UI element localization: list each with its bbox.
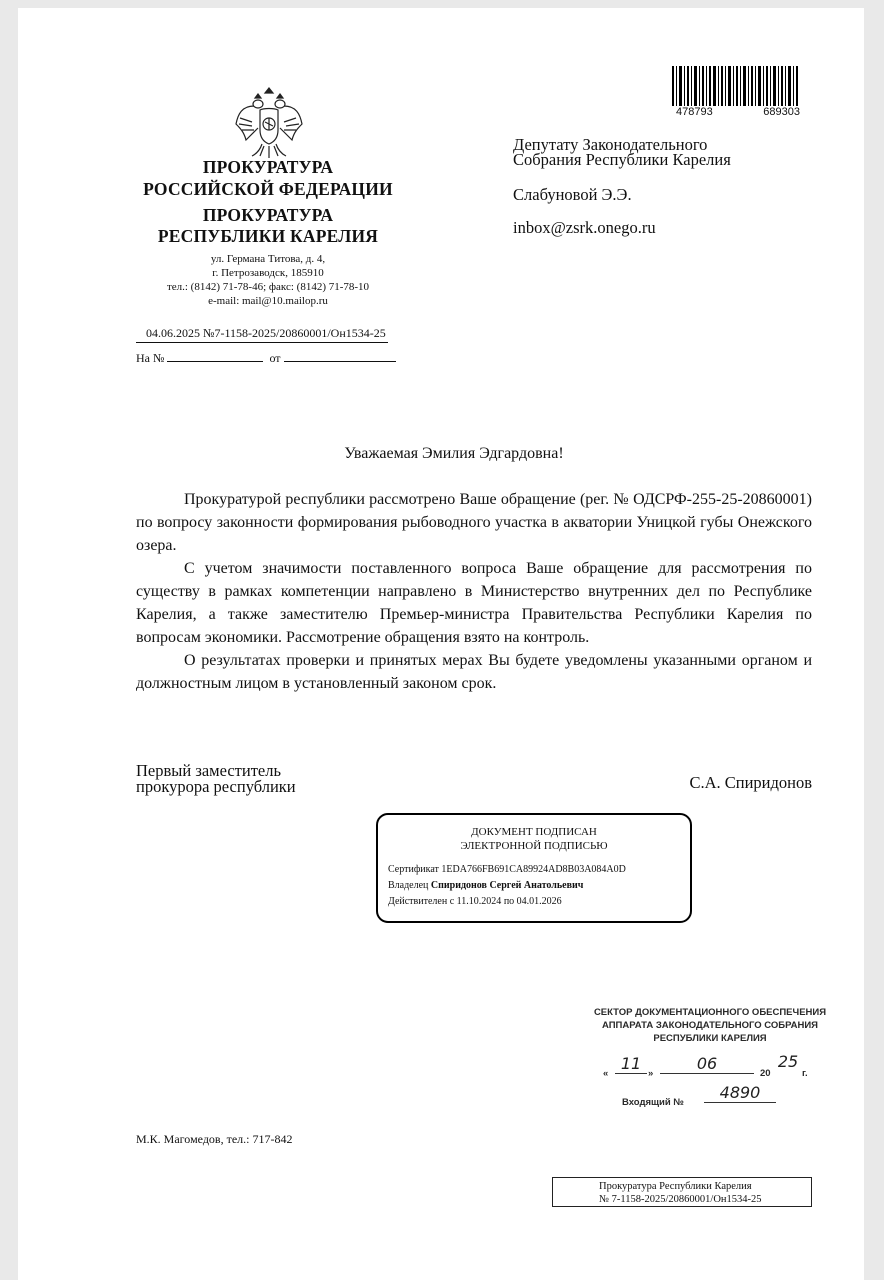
coat-of-arms-icon <box>234 84 304 160</box>
validity-from-label: с <box>449 896 455 907</box>
barcode-numbers <box>676 106 800 118</box>
validity-to-label: по <box>503 896 515 907</box>
reply-na-label: На № <box>136 351 165 365</box>
sender-org-line4: РЕСПУБЛИКИ КАРЕЛИЯ <box>157 226 379 246</box>
sender-email: e-mail: mail@10.mailop.ru <box>208 295 328 307</box>
signer-title-line1: Первый заместитель <box>136 761 281 780</box>
recipient-line1: Депутату Законодательного <box>513 135 708 154</box>
incoming-day: 11 <box>615 1054 647 1074</box>
recipient-email: inbox@zsrk.onego.ru <box>513 218 656 237</box>
body-paragraph: Прокуратурой республики рассмотрено Ваше обращение (рег. № ОДСРФ-255-25-20860001) по вопросу законности формирования рыбоводного участка в акватории Уницкой губы Онежского озера. <box>136 491 812 554</box>
reply-reference <box>136 351 396 366</box>
incoming-stamp-line3: РЕСПУБЛИКИ КАРЕЛИЯ <box>653 1033 767 1044</box>
barcode-right-number: 689303 <box>763 106 800 118</box>
incoming-number-label: Входящий № <box>622 1097 684 1108</box>
footer-registration-box <box>552 1177 812 1207</box>
executor-contact: М.К. Магомедов, тел.: 717-842 <box>136 1132 293 1146</box>
owner-value: Спиридонов Сергей Анатольевич <box>430 880 584 891</box>
e-signature-heading-line1: ДОКУМЕНТ ПОДПИСАН <box>471 826 597 838</box>
recipient-line2: Собрания Республики Карелия <box>513 150 731 169</box>
footer-line2: № 7-1158-2025/20860001/Он1534-25 <box>599 1194 762 1205</box>
outgoing-registration <box>136 326 388 343</box>
body-paragraph: С учетом значимости поставленного вопроса Ваше обращение для рассмотрения по существу в рамках компетенции направлено в Министерство внутренних дел по Республике Карелия, а также заместителю Премьер-министра Правительства Республики Карелия по вопросам экономики. Рассмотрение обращения взято на контроль. <box>136 560 812 646</box>
barcode <box>672 66 800 108</box>
barcode-left-number: 478793 <box>676 106 713 118</box>
incoming-year: 25 <box>777 1052 799 1071</box>
sender-address-line2: г. Петрозаводск, 185910 <box>212 267 324 279</box>
reply-ot-label: от <box>269 351 281 365</box>
incoming-stamp-line1: СЕКТОР ДОКУМЕНТАЦИОННОГО ОБЕСПЕЧЕНИЯ <box>593 1007 827 1018</box>
sender-org-line1: ПРОКУРАТУРА <box>202 157 334 177</box>
outgoing-date: 04.06.2025 <box>146 326 200 340</box>
footer-line1: Прокуратура Республики Карелия <box>599 1181 752 1192</box>
incoming-month: 06 <box>660 1054 754 1074</box>
sender-phones: тел.: (8142) 71-78-46; факс: (8142) 71-78-10 <box>166 281 370 293</box>
validity-label: Действителен <box>388 896 448 907</box>
reply-number-blank <box>167 361 263 362</box>
incoming-year-prefix: 20 <box>760 1068 771 1079</box>
signer-name: С.А. Спиридонов <box>689 773 812 792</box>
outgoing-number: №7-1158-2025/20860001/Он1534-25 <box>203 326 386 340</box>
sender-address-line1: ул. Германа Титова, д. 4, <box>210 253 326 265</box>
sender-org-line2: РОССИЙСКОЙ ФЕДЕРАЦИИ <box>143 179 393 199</box>
owner-label: Владелец <box>388 880 429 891</box>
reply-date-blank <box>284 361 396 362</box>
validity-from: 11.10.2024 <box>456 896 502 907</box>
validity-to: 04.01.2026 <box>516 896 562 907</box>
salutation: Уважаемая Эмилия Эдгардовна! <box>344 445 564 462</box>
incoming-stamp-line2: АППАРАТА ЗАКОНОДАТЕЛЬНОГО СОБРАНИЯ <box>601 1020 819 1031</box>
body-paragraph: О результатах проверки и принятых мерах Вы будете уведомлены указанными органом и должностным лицом в установленный законом срок. <box>136 652 812 692</box>
letter-body <box>136 488 812 695</box>
e-signature-stamp <box>376 813 692 923</box>
incoming-number: 4890 <box>704 1083 776 1103</box>
recipient-name: Слабуновой Э.Э. <box>513 185 632 204</box>
e-signature-certificate <box>388 863 690 877</box>
e-signature-validity <box>388 895 690 909</box>
certificate-value: 1EDA766FB691CA89924AD8B03A084A0D <box>441 864 626 875</box>
incoming-year-suffix: г. <box>802 1068 808 1079</box>
e-signature-owner <box>388 879 690 893</box>
sender-org-line3: ПРОКУРАТУРА <box>202 205 334 225</box>
signer-title-line2: прокурора республики <box>136 777 296 796</box>
certificate-label: Сертификат <box>388 864 439 875</box>
e-signature-heading-line2: ЭЛЕКТРОННОЙ ПОДПИСЬЮ <box>460 840 608 852</box>
